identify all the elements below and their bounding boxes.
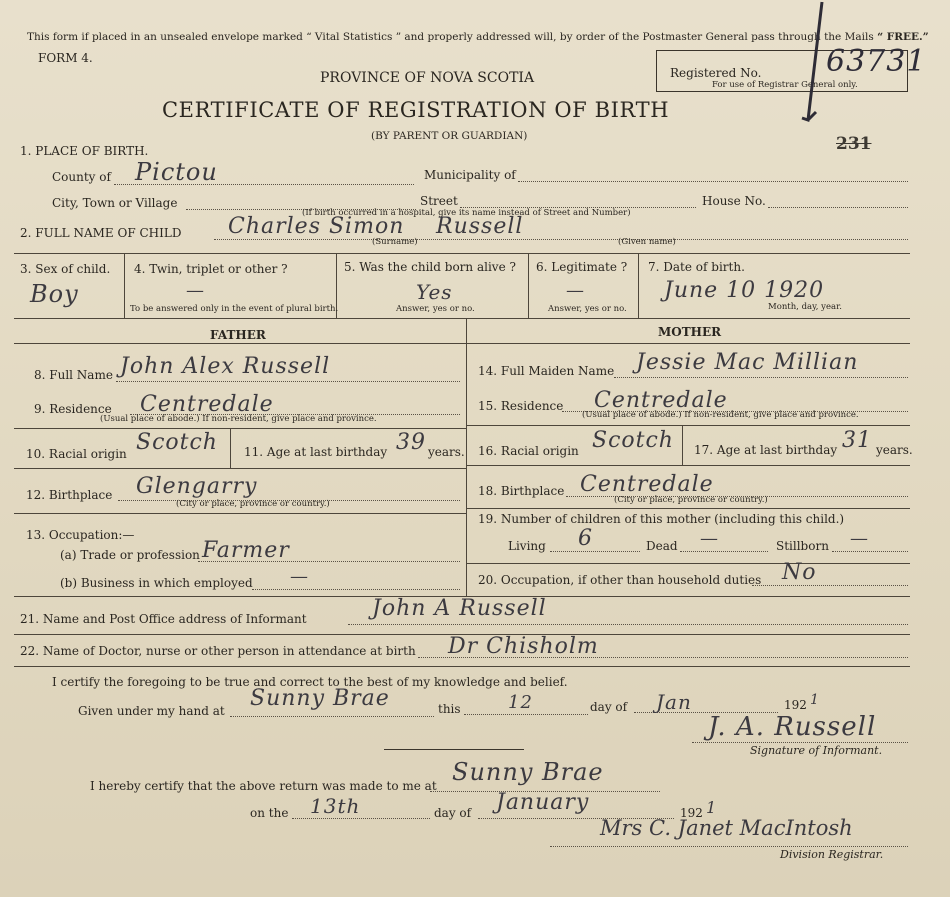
dead-label: Dead [646, 539, 678, 553]
trade-value: Farmer [202, 538, 290, 563]
given-day-of-label: day of [590, 700, 628, 714]
mother-maiden-label: 14. Full Maiden Name [478, 364, 615, 378]
stillborn-label: Stillborn [776, 539, 829, 553]
informant-value: John A Russell [372, 596, 547, 621]
twin-value: — [186, 280, 205, 301]
child-given-value: Charles Simon [228, 214, 405, 239]
postal-notice: This form if placed in an unsealed envelope marked “ Vital Statistics ” and properly addressed will, by order of the Postmaster General pass through the Mails “ FREE.” [27, 31, 929, 43]
informant-signature: J. A. Russell [708, 712, 877, 742]
mother-racial-value: Scotch [592, 428, 674, 453]
mother-racial-label: 16. Racial origin [478, 444, 579, 458]
mother-occupation-value: No [782, 560, 817, 585]
father-birthplace-note: (City or place, province or country.) [176, 499, 330, 509]
county-value: Pictou [135, 158, 218, 186]
mother-maiden-value: Jessie Mac Millian [636, 350, 859, 375]
living-label: Living [508, 539, 546, 553]
legit-label: 6. Legitimate ? [536, 260, 628, 274]
dead-value: — [700, 528, 719, 549]
municipality-label: Municipality of [424, 168, 516, 182]
corner-number: 231 [836, 134, 872, 154]
doctor-label: 22. Name of Doctor, nurse or other person in attendance at birth [20, 644, 416, 658]
mother-age-label: 17. Age at last birthday [694, 443, 838, 457]
sex-label: 3. Sex of child. [20, 262, 111, 276]
on-the-label: on the [250, 806, 289, 820]
legit-value: — [566, 280, 585, 301]
mother-birthplace-label: 18. Birthplace [478, 484, 565, 498]
children-label: 19. Number of children of this mother (including this child.) [478, 512, 845, 526]
given-day-value: 12 [508, 692, 533, 713]
registrar-year-value: 1 [706, 798, 718, 817]
father-occupation-label: 13. Occupation:— [26, 528, 135, 542]
page-title: CERTIFICATE OF REGISTRATION OF BIRTH [162, 98, 670, 122]
father-age-value: 39 [396, 430, 426, 455]
city-label: City, Town or Village [52, 196, 178, 210]
registrar-signature: Mrs C. Janet MacIntosh [600, 816, 853, 840]
given-year-value: 1 [810, 692, 820, 708]
date-value: June 10 1920 [664, 278, 825, 303]
twin-note: To be answered only in the event of plural birth. [130, 304, 339, 314]
father-heading: FATHER [210, 328, 266, 342]
mother-residence-label: 15. Residence [478, 399, 564, 413]
certify-statement: I certify the foregoing to be true and correct to the best of my knowledge and belief. [52, 675, 568, 689]
child-surname-value: Russell [436, 214, 524, 239]
registered-label: Registered No. [670, 66, 762, 80]
trade-label: (a) Trade or profession [60, 548, 200, 562]
father-age-label: 11. Age at last birthday [244, 445, 388, 459]
informant-label: 21. Name and Post Office address of Informant [20, 612, 307, 626]
mother-birthplace-value: Centredale [580, 472, 714, 497]
surname-caption: (Surname) [372, 237, 418, 247]
father-birthplace-label: 12. Birthplace [26, 488, 113, 502]
father-name-value: John Alex Russell [120, 354, 331, 379]
father-residence-value: Centredale [140, 392, 274, 417]
business-label: (b) Business in which employed [60, 576, 253, 590]
hospital-note: (If birth occurred in a hospital, give its name instead of Street and Number) [302, 208, 631, 218]
registrar-place-value: Sunny Brae [452, 758, 604, 786]
registrar-caption: Division Registrar. [780, 848, 884, 861]
date-label: 7. Date of birth. [648, 260, 745, 274]
stillborn-value: — [850, 528, 869, 549]
this-label: this [438, 702, 461, 716]
business-value: — [290, 566, 309, 587]
doctor-value: Dr Chisholm [448, 634, 599, 659]
given-place-value: Sunny Brae [250, 686, 390, 711]
page-subtitle: (BY PARENT OR GUARDIAN) [371, 130, 528, 142]
mother-occupation-label: 20. Occupation, if other than household duties [478, 573, 762, 587]
father-birthplace-value: Glengarry [136, 474, 258, 499]
alive-value: Yes [416, 280, 453, 304]
legit-note: Answer, yes or no. [548, 304, 627, 314]
given-month-value: Jan [656, 690, 692, 714]
living-value: 6 [578, 526, 593, 551]
mother-years-label: years. [876, 443, 913, 457]
street-label: Street [420, 194, 458, 208]
registrar-month-value: January [496, 790, 590, 815]
registered-number: 63731 [826, 44, 927, 79]
father-name-label: 8. Full Name [34, 368, 113, 382]
mother-birthplace-note: (City or place, province or country.) [614, 495, 768, 505]
registrar-day-value: 13th [310, 794, 361, 818]
registrar-day-of-label: day of [434, 806, 472, 820]
father-racial-value: Scotch [136, 430, 218, 455]
mother-heading: MOTHER [658, 325, 722, 339]
registrar-year-prefix: 192 [680, 806, 703, 820]
mother-residence-note: (Usual place of abode.) If non-resident, give place and province. [582, 410, 859, 420]
sex-value: Boy [30, 280, 79, 308]
registrar-statement: I hereby certify that the above return was made to me at [90, 779, 437, 793]
father-residence-label: 9. Residence [34, 402, 112, 416]
child-name-label: 2. FULL NAME OF CHILD [20, 226, 182, 240]
informant-sig-caption: Signature of Informant. [750, 744, 883, 757]
mother-age-value: 31 [842, 428, 872, 453]
alive-note: Answer, yes or no. [396, 304, 475, 314]
province-heading: PROVINCE OF NOVA SCOTIA [320, 70, 535, 86]
given-year-prefix: 192 [784, 698, 807, 712]
registered-sub: For use of Registrar General only. [712, 80, 858, 90]
father-years-label: years. [428, 445, 465, 459]
place-of-birth-heading: 1. PLACE OF BIRTH. [20, 144, 149, 158]
house-label: House No. [702, 194, 766, 208]
father-racial-label: 10. Racial origin [26, 447, 127, 461]
date-note: Month, day, year. [768, 302, 842, 312]
registrar-mark-icon [790, 0, 840, 140]
given-label: Given under my hand at [78, 704, 225, 718]
mother-residence-value: Centredale [594, 388, 728, 413]
alive-label: 5. Was the child born alive ? [344, 260, 516, 274]
form-number: FORM 4. [38, 51, 93, 65]
given-caption: (Given name) [618, 237, 676, 247]
father-residence-note: (Usual place of abode.) If non-resident, give place and province. [100, 414, 377, 424]
county-label: County of [52, 170, 111, 184]
twin-label: 4. Twin, triplet or other ? [134, 262, 288, 276]
